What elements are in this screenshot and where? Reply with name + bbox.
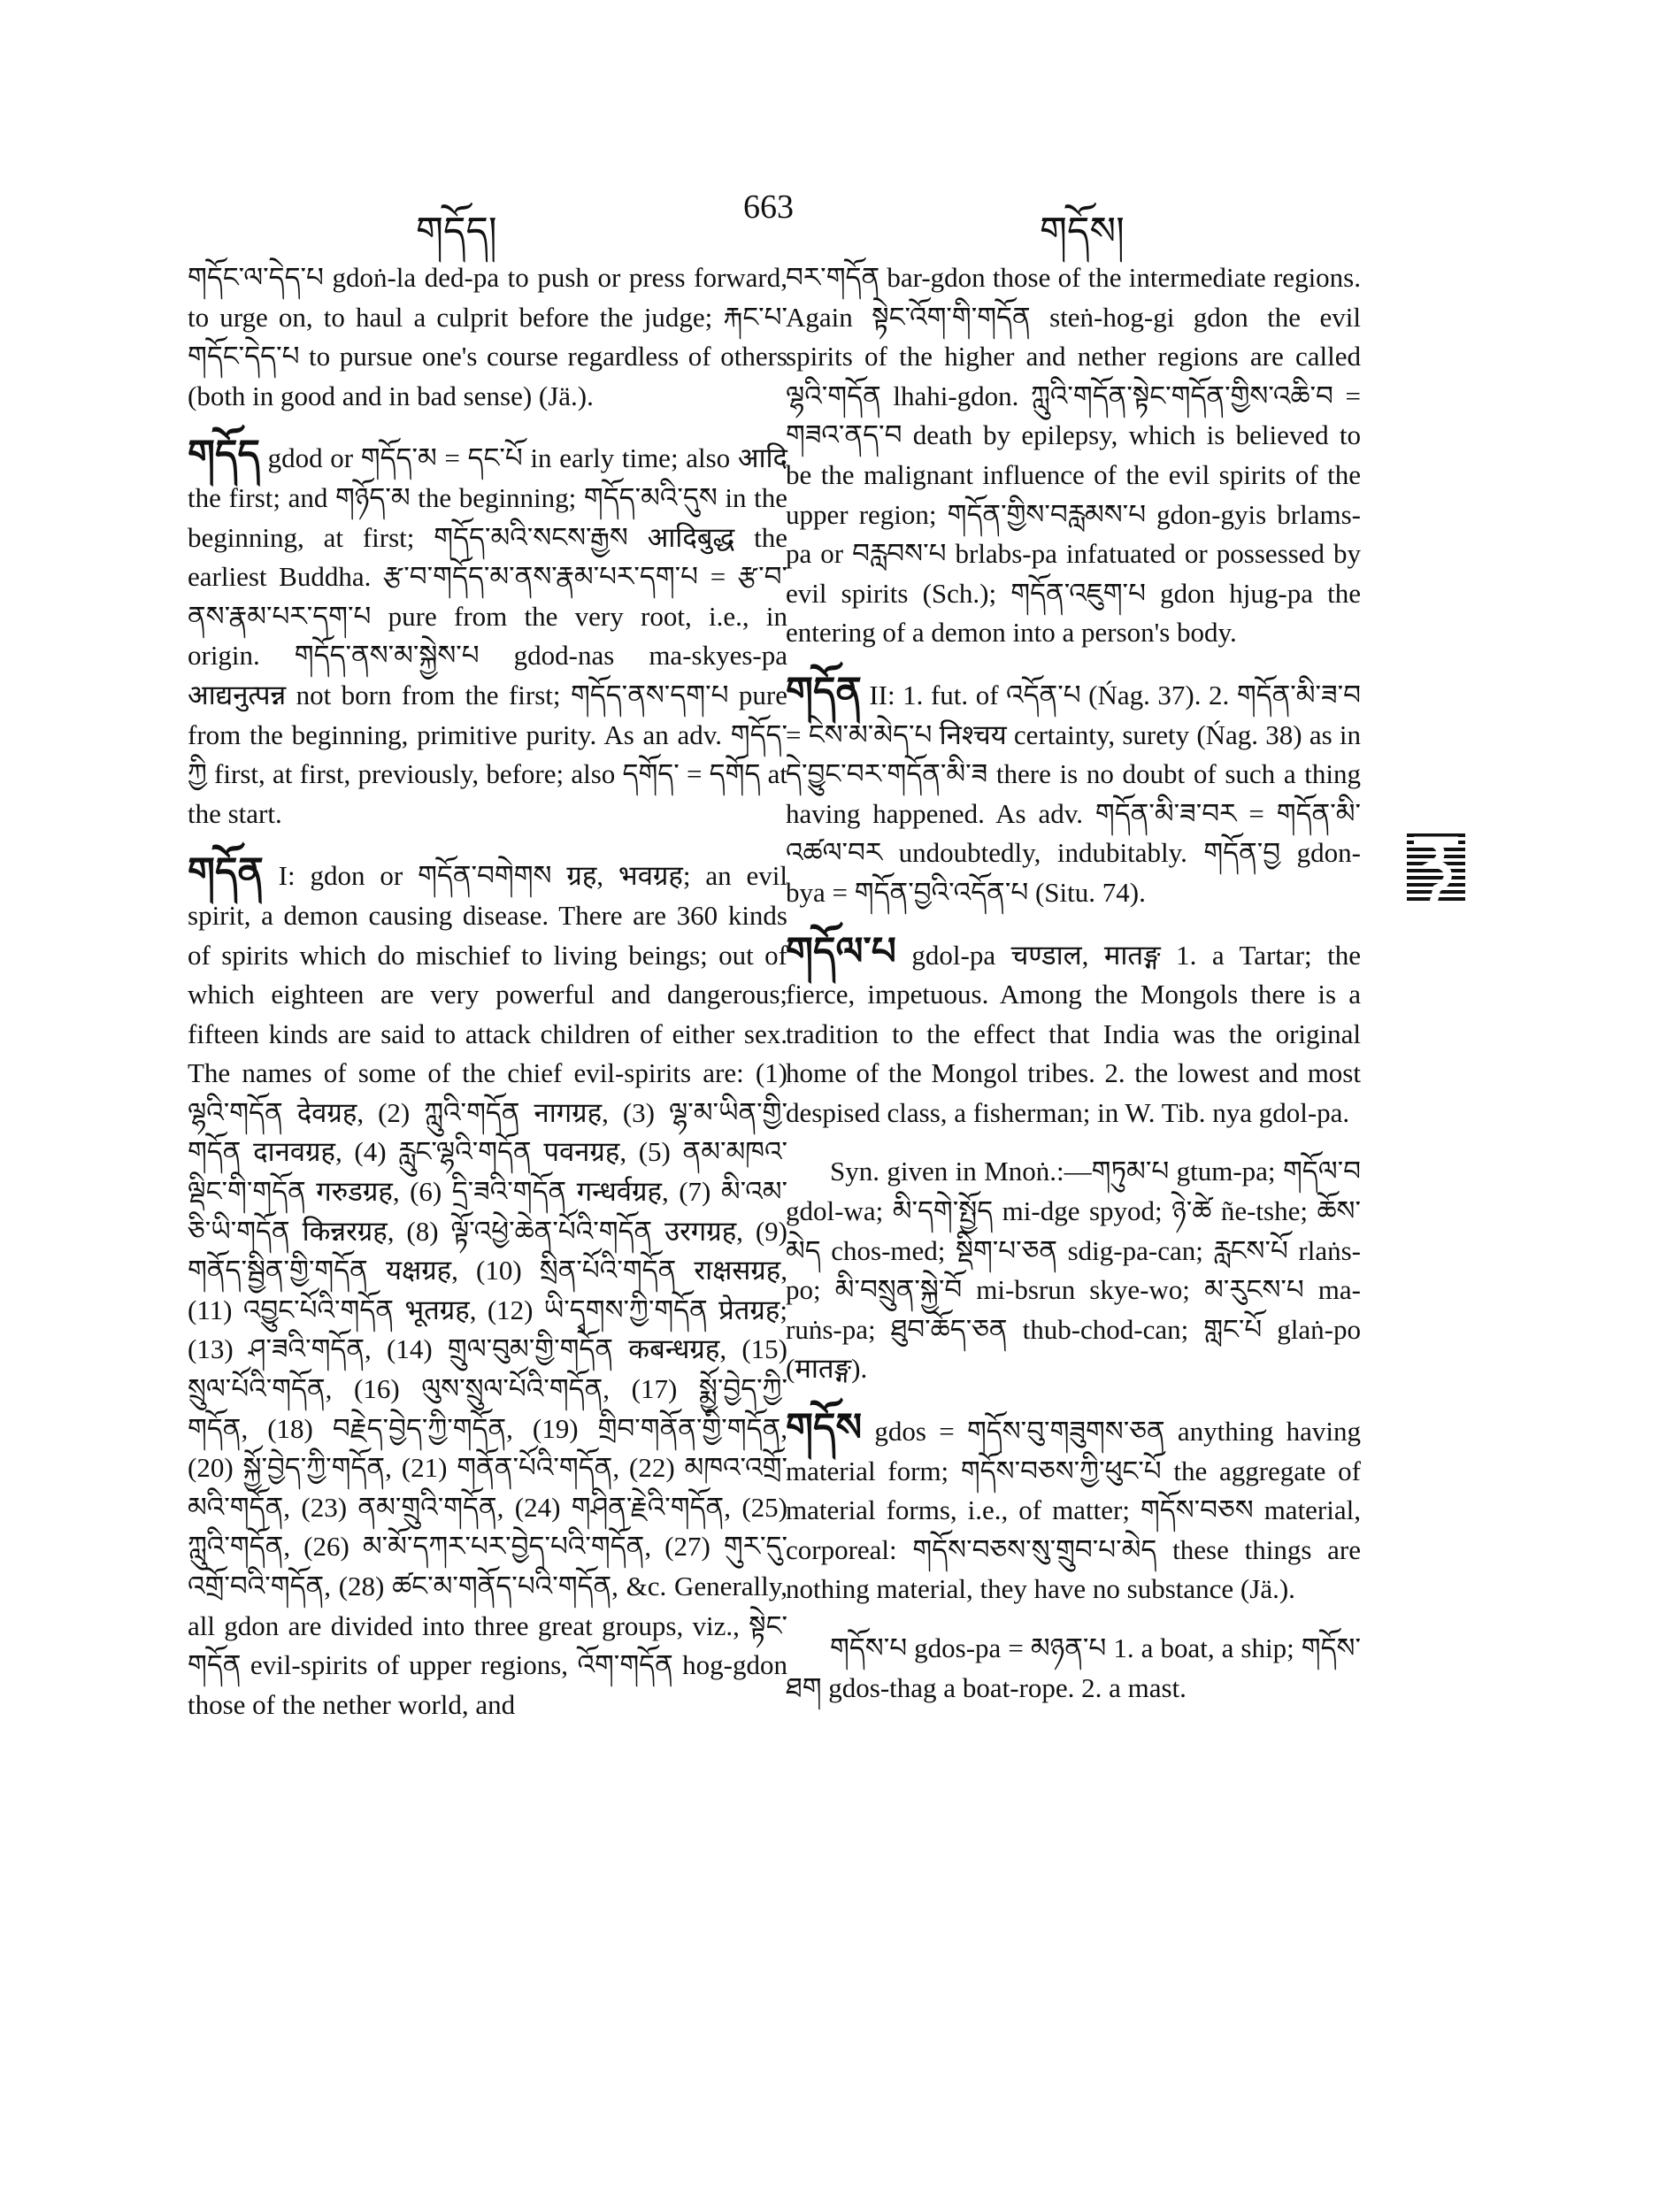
right-column (786, 258, 1361, 1708)
entry-text: gdos = གདོས་བུ་གཟུགས་ཅན anything having material form; གདོས་བཅས་ཀྱི་ཕུང་པོ the aggregate of material forms, i.e., of matter; གདོས་བཅས material, corporeal: གདོས་བཅས་སུ་གྲུབ་པ་མེད these things are nothing material, they have no substance (Jä.). (786, 1416, 1361, 1605)
page-number: 663 (743, 188, 794, 226)
entry-text: II: 1. fut. of འདོན་པ (Ńag. 37). 2. གདོན་མི་ཟ་བ = ངེས་མ་མེད་པ निश्चय certainty, surety (Ńag. 38) as in དེ་བྱུང་བར་གདོན་མི་ཟ there is no doubt of such a thing having happened. As adv. གདོན་མི་ཟ་བར = གདོན་མི་འཚལ་བར undoubtedly, indubitably. གདོན་བྱ gdon-bya = གདོན་བྱའི་འདོན་པ (Situ. 74). (786, 679, 1361, 908)
dictionary-entry (188, 850, 787, 1724)
entry-text: གདོས་པ gdos-pa = མཉན་པ 1. a boat, a ship; གདོས་ཐག gdos-thag a boat-rope. 2. a mast. (786, 1632, 1361, 1703)
synonyms-paragraph (786, 1152, 1361, 1389)
page-header (0, 188, 1659, 253)
dictionary-entry (188, 435, 787, 833)
dictionary-entry (786, 1629, 1361, 1708)
entry-text: I: gdon or གདོན་བགེགས ग्रह, भवग्रह; an evil spirit, a demon causing disease. There are 360 kinds of spirits which do mischief to living beings; out of which eighteen are very powerful and dangerous; fifteen kinds are said to attack children of either sex. The names of some of the chief evil-spirits are: (1) ལྷའི་གདོན देवग्रह, (2) ཀླུའི་གདོན नागग्रह, (3) ལྷ་མ་ཡིན་གྱི་གདོན दानवग्रह, (4) རླུང་ལྷའི་གདོན पवनग्रह, (5) ནམ་མཁའ་ལྡིང་གི་གདོན गरुडग्रह, (6) དྲི་ཟའི་གདོན गन्धर्वग्रह, (7) མི་འམ་ཅི་ཡི་གདོན किन्नरग्रह, (8) ལྟོ་འཕྱེ་ཆེན་པོའི་གདོན उरगग्रह, (9) གནོད་སྦྱིན་གྱི་གདོན यक्षग्रह, (10) སྲིན་པོའི་གདོན राक्षसग्रह, (11) འབྱུང་པོའི་གདོན भूतग्रह, (12) ཡི་དྭགས་ཀྱི་གདོན प्रेतग्रह; (13) ཤ་ཟའི་གདོན, (14) གྲུལ་བུམ་གྱི་གདོན कबन्धग्रह, (15) སྲུལ་པོའི་གདོན, (16) ལུས་སྲུལ་པོའི་གདོན, (17) སྨྱོ་བྱེད་ཀྱི་གདོན, (18) བརྗེད་བྱེད་ཀྱི་གདོན, (19) གྲིབ་གནོན་གྱི་གདོན, (20) སྐྱོ་བྱེད་ཀྱི་གདོན, (21) གནོན་པོའི་གདོན, (22) མཁའ་འགྲོ་མའི་གདོན, (23) ནམ་གྲུའི་གདོན, (24) གཤིན་རྗེའི་གདོན, (25) ཀླུའི་གདོན, (26) མ་མོ་དཀར་པར་བྱེད་པའི་གདོན, (27) གུར་དུ་འགྲོ་བའི་གདོན, (28) ཚང་མ་གནོད་པའི་གདོན, &c. Generally, all gdon are divided into three great groups, viz., སྟེང་གདོན evil-spirits of upper regions, འོག་གདོན hog-gdon those of the nether world, and (188, 860, 787, 1720)
entry-headword: གདོས (786, 1406, 863, 1450)
entry-headword: གདོན (188, 850, 264, 895)
entry-text: གདོང་ལ་དེད་པ gdoṅ-la ded-pa to push or press forward, to urge on, to haul a culprit before the judge; རྐང་པ་གདོང་དེད་པ to pursue one's course regardless of others (both in good and in bad sense) (Jä.). (188, 262, 787, 411)
entry-headword: གདོལ་པ (786, 929, 896, 973)
left-column (188, 258, 787, 1724)
running-headword-right: གདོས། (1040, 210, 1125, 253)
entry-text: བར་གདོན bar-gdon those of the intermediate regions. Again སྟེང་འོག་གི་གདོན steṅ-hog-gi gdon the evil spirits of the higher and nether regions are called ལྷའི་གདོན lhahi-gdon. ཀླུའི་གདོན་སྟེང་གདོན་གྱིས་འཆི་བ = གཟའ་ནད་བ death by epilepsy, which is believed to be the malignant influence of the evil spirits of the upper region; གདོན་གྱིས་བརླམས་པ gdon-gyis brlams-pa or བརླབས་པ brlabs-pa infatuated or possessed by evil spirits (Sch.); གདོན་འཇུག་པ gdon hjug-pa the entering of a demon into a person's body. (786, 262, 1361, 649)
entry-text: Syn. given in Mnoṅ.:—གཏུམ་པ gtum-pa; གདོལ་བ gdol-wa; མི་དགེ་སྤྱོད mi-dge spyod; ཉེ་ཚེ ñe-tshe; ཆོས་མེད chos-med; སྡིག་པ་ཅན sdig-pa-can; རླངས་པོ rlaṅs-po; མི་བསྲུན་སྐྱེ་བོ mi-bsrun skye-wo; མ་རུངས་པ ma-ruṅs-pa; ཐུབ་ཆོད་ཅན thub-chod-can; གླང་པོ glaṅ-po (मातङ्ग). (786, 1156, 1361, 1385)
dictionary-entry (786, 258, 1361, 653)
dictionary-entry (188, 258, 787, 416)
dictionary-entry (786, 1406, 1361, 1609)
entry-text: gdol-pa चण्डाल, मातङ्ग 1. a Tartar; the fierce, impetuous. Among the Mongols there is a tradition to the effect that India was the original home of the Mongol tribes. 2. the lowest and most despised class, a fisherman; in W. Tib. nya gdol-pa. (786, 939, 1361, 1128)
tibetan-letter-da-tab-icon (1407, 830, 1465, 906)
dictionary-entry (786, 929, 1361, 1133)
entry-text: gdod or གདོད་མ = དང་པོ in early time; also आदि the first; and གཉོད་མ the beginning; གདོད་མའི་དུས in the beginning, at first; གདོད་མའི་སངས་རྒྱས आदिबुद्ध the earliest Buddha. རྩ་བ་གདོད་མ་ནས་རྣམ་པར་དག་པ = རྩ་བ་ནས་རྣམ་པར་དག་པ pure from the very root, i.e., in origin. གདོད་ནས་མ་སྐྱེས་པ gdod-nas ma-skyes-pa आद्यनुत्पन्न not born from the first; གདོད་ནས་དག་པ pure from the beginning, primitive purity. As an adv. གདོད་ཀྱི first, at first, previously, before; also དགོད་ = དགོད at the start. (188, 442, 787, 829)
dictionary-entry (786, 669, 1361, 913)
entry-headword: གདོད (188, 433, 260, 477)
entry-headword: གདོན (786, 669, 862, 713)
running-headword-left: གདོད། (416, 210, 497, 253)
